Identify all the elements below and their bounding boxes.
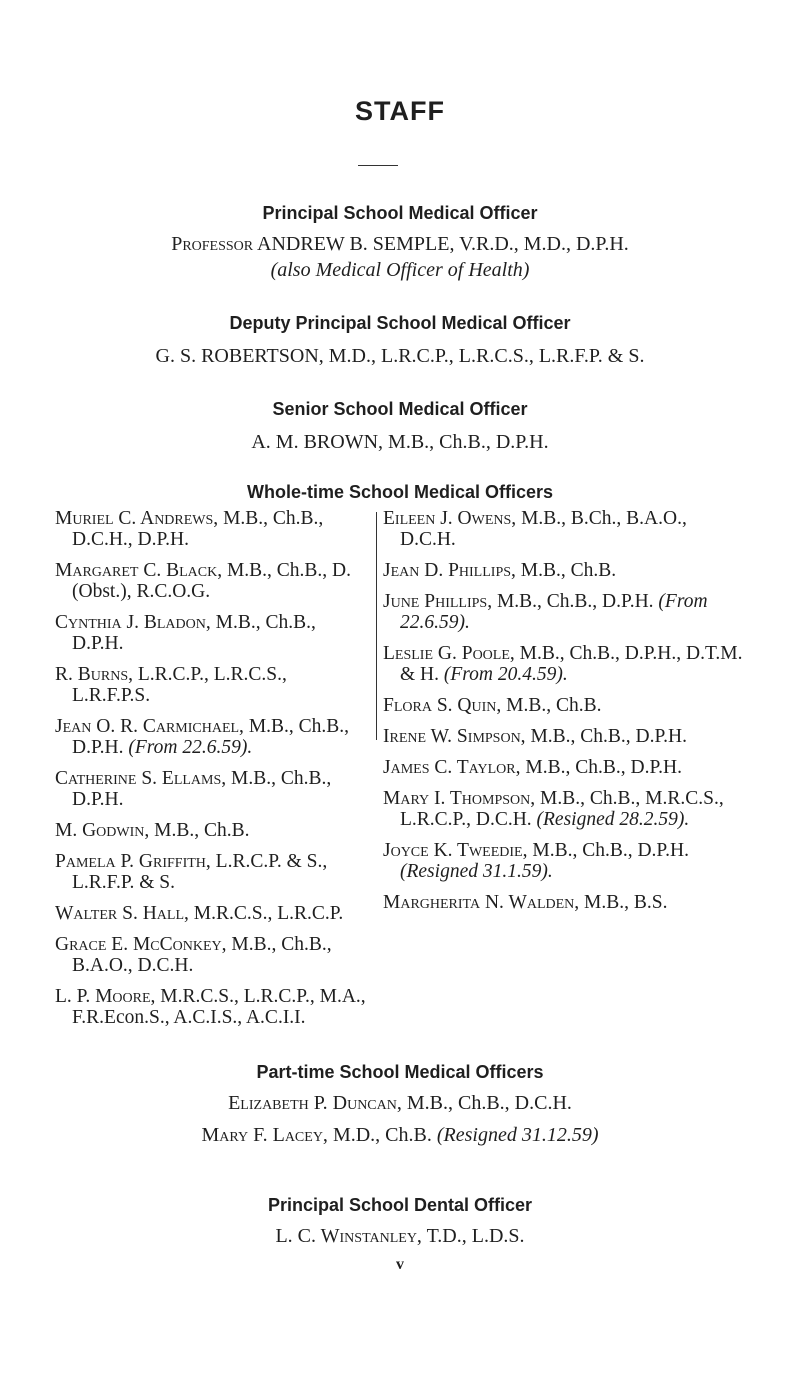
staff-qualifications: M.R.C.S., L.R.C.P. — [188, 903, 344, 924]
staff-entry — [383, 840, 745, 882]
staff-entry — [383, 757, 745, 778]
staff-name: Flora S. Quin, — [383, 695, 502, 716]
staff-entry — [55, 508, 368, 550]
staff-name: Pamela P. Griffith, — [55, 851, 211, 872]
staff-qualifications: M.B., Ch.B., D.P.H. — [527, 840, 689, 861]
parttime-name-2: Mary F. Lacey, — [201, 1124, 328, 1146]
deputy-heading: Deputy Principal School Medical Officer — [229, 313, 571, 333]
parttime-name-1: Elizabeth P. Duncan, — [228, 1092, 402, 1114]
senior-section — [0, 397, 800, 455]
staff-name: Joyce K. Tweedie, — [383, 840, 528, 861]
staff-qualifications: M.B., Ch.B., D.P.H., D.T.M. & H. — [400, 643, 743, 685]
staff-qualifications: M.B., B.Ch., B.A.O., D.C.H. — [400, 508, 687, 550]
wholetime-left-column — [55, 508, 368, 1038]
staff-qualifications: M.B., Ch.B., B.A.O., D.C.H. — [72, 934, 332, 976]
staff-note: (From 22.6.59). — [128, 737, 253, 758]
principal-name: ANDREW B. SEMPLE, V.R.D., M.D., D.P.H. — [257, 233, 629, 255]
staff-qualifications: M.B., Ch.B., D.P.H. — [72, 716, 350, 758]
title-rule — [358, 165, 398, 166]
staff-entry — [55, 903, 368, 924]
column-divider — [376, 512, 377, 740]
staff-entry — [383, 643, 745, 685]
staff-qualifications: M.B., Ch.B., D.P.H. — [520, 757, 682, 778]
staff-entry — [383, 591, 745, 633]
staff-entry — [55, 560, 368, 602]
staff-qualifications: M.B., Ch.B., D.P.H. — [72, 612, 316, 654]
staff-name: Walter S. Hall, — [55, 903, 189, 924]
principal-heading: Principal School Medical Officer — [262, 203, 538, 223]
dental-name-line — [0, 1223, 800, 1249]
principal-note: (also Medical Officer of Health) — [270, 259, 530, 281]
staff-name: Irene W. Simpson, — [383, 726, 526, 747]
dental-heading: Principal School Dental Officer — [267, 1195, 533, 1215]
staff-entry — [55, 820, 368, 841]
wholetime-right-column — [383, 508, 745, 923]
staff-entry — [383, 508, 745, 550]
dental-name: L. C. Winstanley, — [275, 1225, 422, 1247]
staff-entry — [55, 986, 368, 1028]
staff-name: R. Burns, — [55, 664, 133, 685]
staff-name: James C. Taylor, — [383, 757, 521, 778]
staff-qualifications: M.B., Ch.B. — [501, 695, 602, 716]
staff-entry — [383, 892, 745, 913]
staff-entry — [383, 695, 745, 716]
staff-note: (Resigned 28.2.59). — [536, 809, 690, 830]
staff-name: Cynthia J. Bladon, — [55, 612, 211, 633]
staff-note: (From 20.4.59). — [443, 664, 568, 685]
staff-entry — [383, 560, 745, 581]
staff-qualifications: L.R.C.P. & S., L.R.F.P. & S. — [72, 851, 328, 893]
deputy-name: G. S. ROBERTSON, M.D., L.R.C.P., L.R.C.S., L.R.F.P. & S. — [155, 345, 645, 367]
principal-name-line — [0, 231, 800, 257]
page-title: STAFF — [355, 96, 445, 126]
staff-name: Margaret C. Black, — [55, 560, 223, 581]
parttime-quals-1: M.B., Ch.B., D.C.H. — [401, 1092, 572, 1114]
staff-name: Grace E. McConkey, — [55, 934, 227, 955]
staff-note: (From 22.6.59). — [400, 591, 708, 633]
staff-name: L. P. Moore, — [55, 986, 156, 1007]
staff-name: Eileen J. Owens, — [383, 508, 517, 529]
wholetime-heading: Whole-time School Medical Officers — [246, 482, 554, 502]
dental-quals: T.D., L.D.S. — [421, 1225, 525, 1247]
staff-qualifications: M.B., Ch.B., D.C.H., D.P.H. — [72, 508, 324, 550]
staff-qualifications: M.B., Ch.B. — [149, 820, 250, 841]
page-number: v — [396, 1256, 404, 1273]
staff-entry — [55, 716, 368, 758]
senior-name: A. M. BROWN, M.B., Ch.B., D.P.H. — [251, 431, 549, 453]
staff-qualifications: M.B., B.S. — [579, 892, 668, 913]
staff-entry — [55, 612, 368, 654]
staff-name: Leslie G. Poole, — [383, 643, 515, 664]
staff-qualifications: L.R.C.P., L.R.C.S., L.R.F.P.S. — [72, 664, 287, 706]
parttime-section — [0, 1060, 800, 1148]
staff-qualifications: M.B., Ch.B., D.(Obst.), R.C.O.G. — [72, 560, 352, 602]
parttime-line-1 — [0, 1090, 800, 1116]
deputy-section — [0, 311, 800, 369]
parttime-note-2: (Resigned 31.12.59) — [436, 1124, 599, 1146]
staff-qualifications: M.R.C.S., L.R.C.P., M.A., F.R.Econ.S., A.C.I.S., A.C.I.I. — [72, 986, 366, 1028]
staff-qualifications: M.B., Ch.B., D.P.H. — [72, 768, 332, 810]
staff-name: Jean O. R. Carmichael, — [55, 716, 244, 737]
principal-section — [0, 201, 800, 283]
dental-section — [0, 1193, 800, 1249]
parttime-line-2 — [0, 1122, 800, 1148]
staff-name: Jean D. Phillips, — [383, 560, 516, 581]
staff-entry — [55, 664, 368, 706]
staff-name: Muriel C. Andrews, — [55, 508, 219, 529]
staff-entry — [383, 788, 745, 830]
parttime-heading: Part-time School Medical Officers — [256, 1062, 544, 1082]
staff-note: (Resigned 31.1.59). — [400, 861, 553, 882]
wholetime-section — [0, 480, 800, 504]
staff-qualifications: M.B., Ch.B., M.R.C.S., L.R.C.P., D.C.H. — [400, 788, 724, 830]
parttime-quals-2: M.D., Ch.B. — [327, 1124, 432, 1146]
staff-entry — [383, 726, 745, 747]
staff-name: M. Godwin, — [55, 820, 150, 841]
staff-qualifications: M.B., Ch.B., D.P.H. — [492, 591, 654, 612]
staff-name: Mary I. Thompson, — [383, 788, 536, 809]
staff-name: Margherita N. Walden, — [383, 892, 580, 913]
staff-entry — [55, 768, 368, 810]
principal-prefix: Professor — [171, 233, 254, 255]
staff-name: Catherine S. Ellams, — [55, 768, 227, 789]
staff-qualifications: M.B., Ch.B. — [515, 560, 617, 581]
senior-heading: Senior School Medical Officer — [272, 399, 528, 419]
staff-entry — [55, 851, 368, 893]
staff-qualifications: M.B., Ch.B., D.P.H. — [525, 726, 688, 747]
staff-entry — [55, 934, 368, 976]
staff-name: June Phillips, — [383, 591, 493, 612]
